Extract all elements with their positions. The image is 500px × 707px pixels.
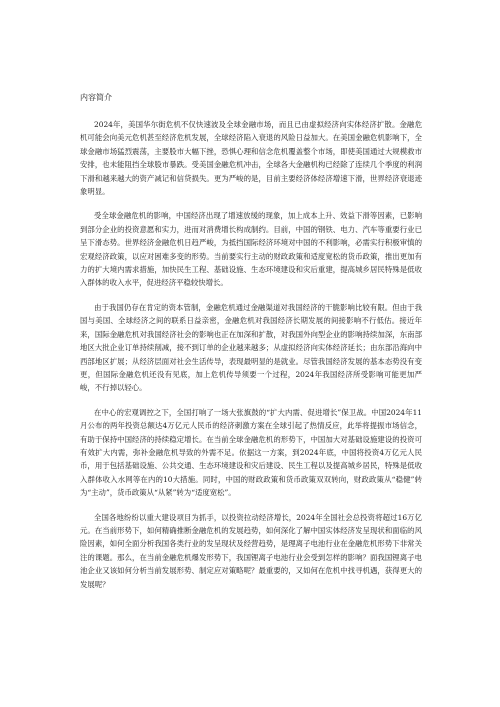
paragraph-2: 受全球金融危机的影响，中国经济出现了增速放缓的现象，加上成本上升、效益下滑等因素，已影响到部分企业的投资意愿和实力，进而对消费增长构成制约。目前，中国的钢铁、电力、汽车等重要行业已呈下滑态势。世界经济金融危机日趋严峻，为抵挡国际经济环境对中国的不利影响，必需实行积极审慎的宏观经济政策，以应对困难多变的形势。当前要实行主动的财政政策和适度宽松的货币政策，推出更加有力的扩大境内需求措施，加快民生工程、基础设施、生态环境建设和灾后重建，提高城乡居民特殊是低收入群体的收入水平，促进经济平稳较快增长。 [80,211,422,288]
paragraph-3: 由于我国仍存在肯定的资本管制，金融危机通过金融渠道对我国经济的干脆影响比较有限。但由于我国与美国、全球经济之间的联系日益亲密，金融危机对我国经济长期发展的间接影响不行低估。接近年来，国际金融危机对我国经济社会的影响也正在加深和扩散，对我国外向型企业的影响持续加深，东南部地区大批企业订单持续削减，接不到订单的企业越来越多；从虚拟经济向实体经济延长；由东部沿海向中西部地区扩展；从经济层面对社会生活传导，表现最明显的是就业。尽管我国经济发展的基本态势没有变更，但国际金融危机还没有见底，加上危机传导须要一个过程，2024年我国经济所受影响可能更加严峻，不行掉以轻心。 [80,302,422,393]
document-heading: 内容简介 [80,93,112,102]
paragraph-1: 2024年，美国华尔街危机不仅快速波及全球金融市场，而且已由虚拟经济向实体经济扩散。金融危机可能会向美元危机甚至经济危机发展，全球经济陷入衰退的风险日益加大。在美国金融危机影响下，全球金融市场猛烈震荡，主要股市大幅下挫，恐惧心理和信念危机覆盖整个市场，即使美国通过大规模救市安排，也未能阻挡全球股市暴跌。受美国金融危机冲击，全球各大金融机构已经除了连续几个季度的利润下滑和越来越大的资产减记和信贷损失。更为严峻的是，目前主要经济体经济增速下滑，世界经济衰退迹象明显。 [80,120,422,197]
document-content [80,92,422,602]
paragraph-4: 在中心的宏观调控之下，全国打响了一场大张旗鼓的“扩大内需、促进增长”保卫战。中国2024年11月公布的两年投资总额达4万亿元人民币的经济刺激方案在全球引起了热情反应，此举将提振市场信念，有助于保持中国经济的持续稳定增长。在当前全球金融危机的形势下，中国加大对基础设施建设的投资可有效扩大内需，弥补金融危机导致的外需不足。依据这一方案，到2024年底，中国将投资4万亿元人民币，用于包括基础设施、公共交通、生态环境建设和灾后建设、民生工程以及提高城乡居民，特殊是低收入群体收入水网等在内的10大措施。同时，中国的财政政策和货币政策双双转向，财政政策从“稳健”转为“主动”，货币政策从“从紧”转为“适度宽松”。 [80,407,422,498]
paragraph-5: 全国各地纷纷以重大建设项目为抓手，以投资拉动经济增长，2024年全国社会总投资将超过16万亿元。在当前形势下，如何精确推断金融危机的发展趋势，如何深化了解中国实体经济发呈现状和面临的风险因素，如何全面分析我国各类行业的发呈现状及经营趋势，是理离子电池行业在金融危机形势下非常关注的课题。那么，在当前金融危机爆发形势下，我国锂离子电池行业会受到怎样的影响？面我国锂离子电池企业又该如何分析当前发展形势、制定应对策略呢？最重要的，又如何在危机中找寻机遇，获得更大的发展呢？ [80,512,422,589]
